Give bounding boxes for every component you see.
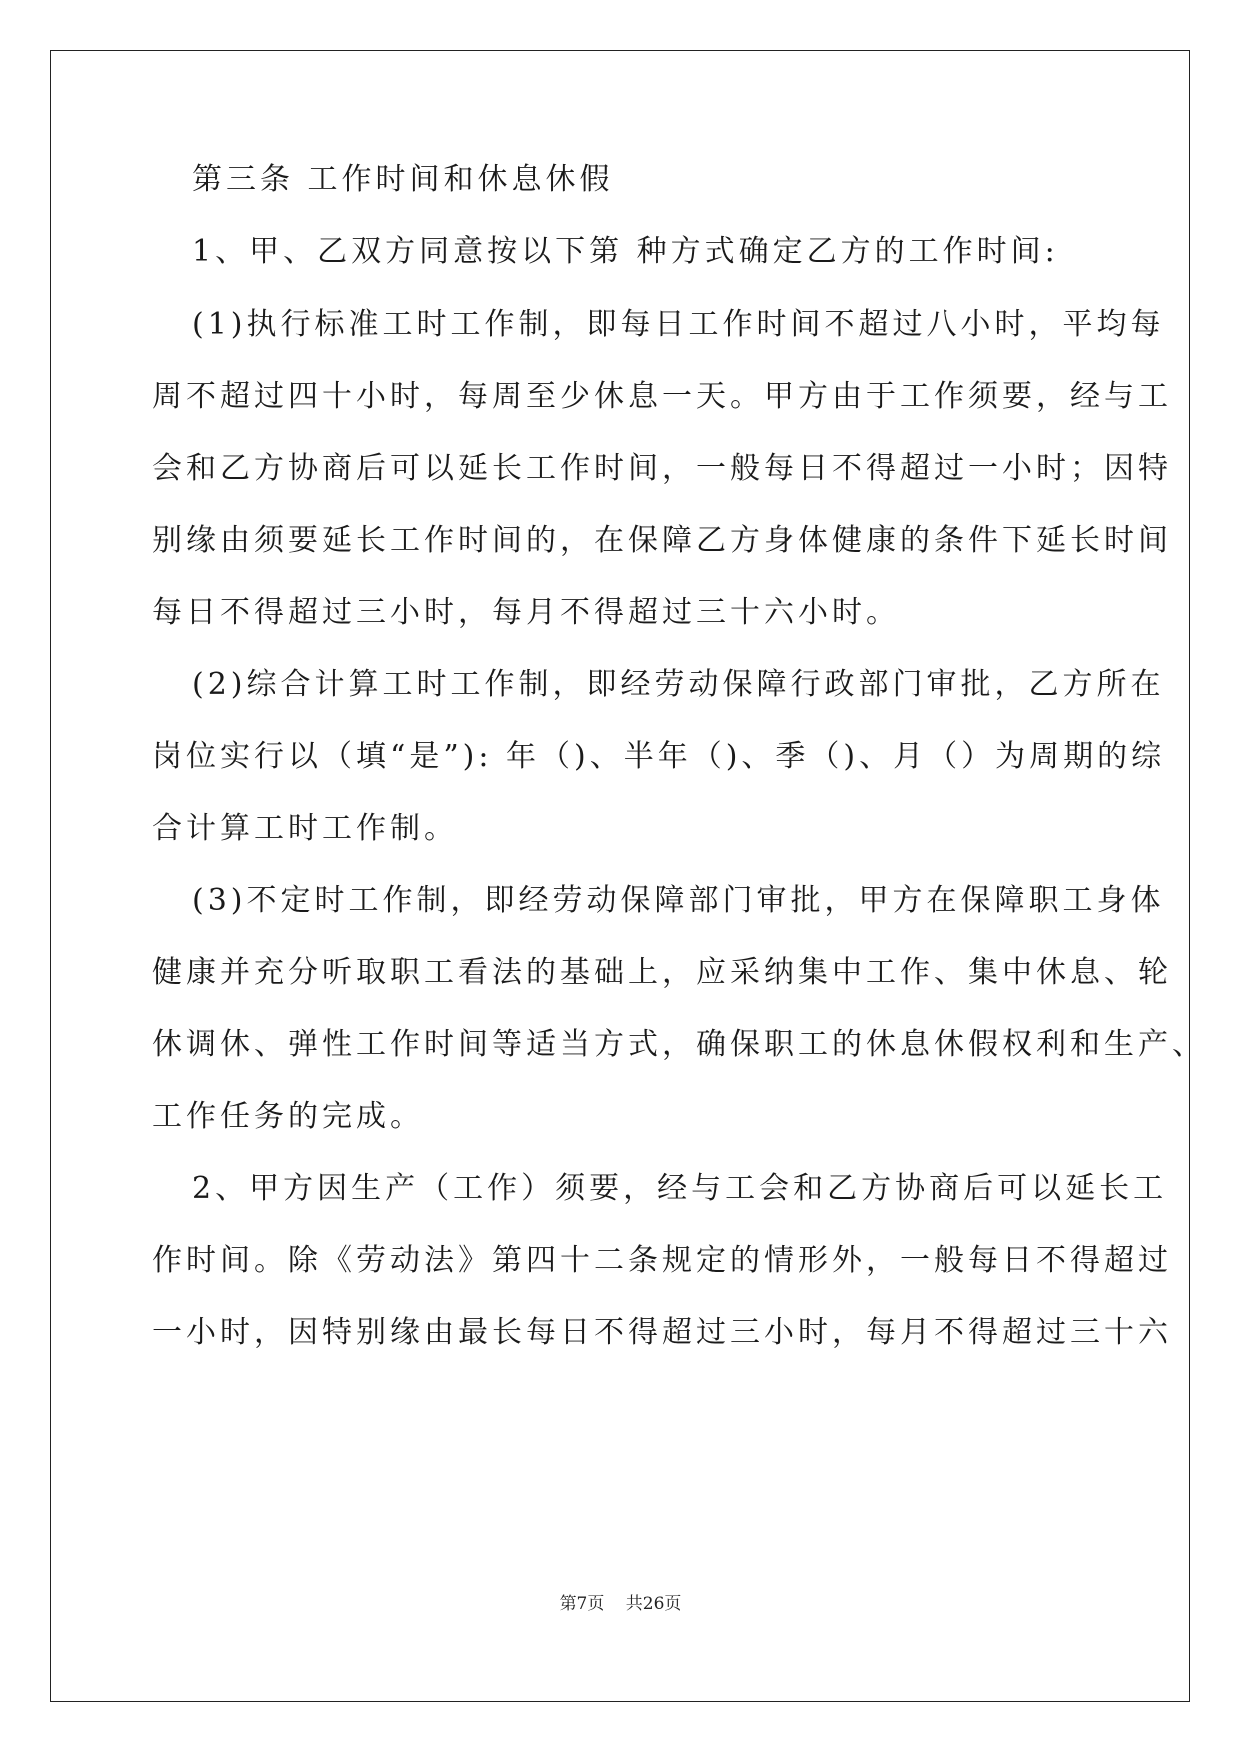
paragraph-line: (2)综合计算工时工作制，即经劳动保障行政部门审批，乙方所在 bbox=[192, 667, 1165, 702]
paragraph-line: (3)不定时工作制，即经劳动保障部门审批，甲方在保障职工身体 bbox=[192, 883, 1165, 918]
paragraph-line: 会和乙方协商后可以延长工作时间，一般每日不得超过一小时；因特 bbox=[152, 451, 1172, 486]
paragraph-line: 健康并充分听取职工看法的基础上，应采纳集中工作、集中休息、轮 bbox=[152, 955, 1172, 990]
paragraph-line: 2、甲方因生产（工作）须要，经与工会和乙方协商后可以延长工 bbox=[192, 1171, 1168, 1206]
page-footer bbox=[0, 1592, 1241, 1616]
page-number: 第7页 bbox=[559, 1594, 605, 1614]
paragraph-line: 工作任务的完成。 bbox=[152, 1099, 424, 1134]
paragraph-line: 别缘由须要延长工作时间的，在保障乙方身体健康的条件下延长时间 bbox=[152, 523, 1172, 558]
paragraph-line: 一小时，因特别缘由最长每日不得超过三小时，每月不得超过三十六 bbox=[152, 1315, 1172, 1350]
paragraph-line: 休调休、弹性工作时间等适当方式，确保职工的休息休假权利和生产、 bbox=[152, 1027, 1206, 1062]
page-total: 共26页 bbox=[625, 1594, 682, 1614]
paragraph-line: (1)执行标准工时工作制，即每日工作时间不超过八小时，平均每 bbox=[192, 307, 1165, 342]
paragraph-line: 1、甲、乙双方同意按以下第 种方式确定乙方的工作时间: bbox=[192, 234, 1059, 269]
paragraph-line: 周不超过四十小时，每周至少休息一天。甲方由于工作须要，经与工 bbox=[152, 379, 1172, 414]
section-heading: 第三条 工作时间和休息休假 bbox=[192, 162, 614, 197]
page-border bbox=[50, 50, 1190, 1702]
paragraph-line: 岗位实行以（填“是”): 年（)、半年（)、季（)、月（）为周期的综 bbox=[152, 739, 1166, 774]
paragraph-line: 每日不得超过三小时，每月不得超过三十六小时。 bbox=[152, 595, 900, 630]
paragraph-line: 作时间。除《劳动法》第四十二条规定的情形外，一般每日不得超过 bbox=[152, 1243, 1172, 1278]
paragraph-line: 合计算工时工作制。 bbox=[152, 811, 458, 846]
